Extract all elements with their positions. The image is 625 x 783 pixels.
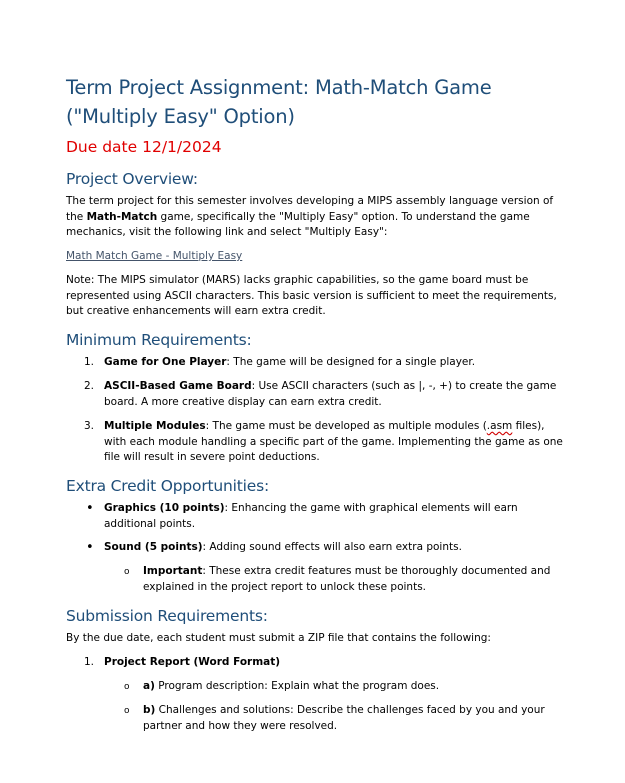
sub-list-item: a) Program description: Explain what the program does. [143, 680, 440, 692]
list-number: 3. [83, 420, 94, 432]
link-line [66, 249, 566, 265]
sub-list-item: Important: These extra credit features must be thoroughly documented and explained in the project report to unlock these points. [143, 565, 551, 593]
bullet-icon: • [86, 540, 94, 555]
page-title: Term Project Assignment: Math-Match Game ("Multiply Easy" Option) [66, 76, 492, 128]
list-number: 1. [83, 656, 94, 668]
due-date: Due date 12/1/2024 [66, 138, 222, 156]
submission-heading: Submission Requirements: [66, 607, 268, 625]
math-match-bold: Math-Match [86, 210, 158, 223]
list-item: Multiple Modules: The game must be developed as multiple modules (.asm files), with each module handling a specific part of the game. Implementing the game as one file will result in severe point deductions. [104, 420, 563, 463]
note-paragraph: Note: The MIPS simulator (MARS) lacks graphic capabilities, so the game board must be represented using ASCII characters. This basic version is sufficient to meet the requirements, but creative enhancements will earn extra credit. [66, 274, 557, 317]
overview-paragraph: The term project for this semester involves developing a MIPS assembly language version of the Math-Match game, specifically the "Multiply Easy" option. To understand the game mechanics, visit the following link and select "Multiply Easy": [66, 195, 554, 238]
math-match-link[interactable]: Math Match Game - Multiply Easy [66, 250, 243, 262]
overview-heading: Project Overview: [66, 170, 198, 188]
list-number: 2. [83, 380, 94, 392]
list-number: 1. [83, 356, 94, 368]
sub-bullet-icon: o [124, 682, 130, 692]
minimum-heading: Minimum Requirements: [66, 331, 252, 349]
submission-intro: By the due date, each student must submit a ZIP file that contains the following: [66, 632, 491, 644]
list-item: Game for One Player: The game will be designed for a single player. [104, 356, 476, 368]
sub-bullet-icon: o [124, 706, 130, 716]
sub-list-item: b) Challenges and solutions: Describe the challenges faced by you and your partner and how they were resolved. [143, 704, 545, 732]
bullet-icon: • [86, 501, 94, 516]
extra-credit-heading: Extra Credit Opportunities: [66, 477, 269, 495]
list-item: Graphics (10 points): Enhancing the game with graphical elements will earn additional points. [104, 502, 518, 530]
asm-extension: .asm [486, 420, 513, 432]
list-item: Sound (5 points): Adding sound effects will also earn extra points. [104, 541, 462, 553]
list-item: ASCII-Based Game Board: Use ASCII characters (such as |, -, +) to create the game board. A more creative display can earn extra credit. [104, 380, 557, 408]
list-item: Project Report (Word Format) [104, 656, 281, 668]
sub-bullet-icon: o [124, 567, 130, 577]
